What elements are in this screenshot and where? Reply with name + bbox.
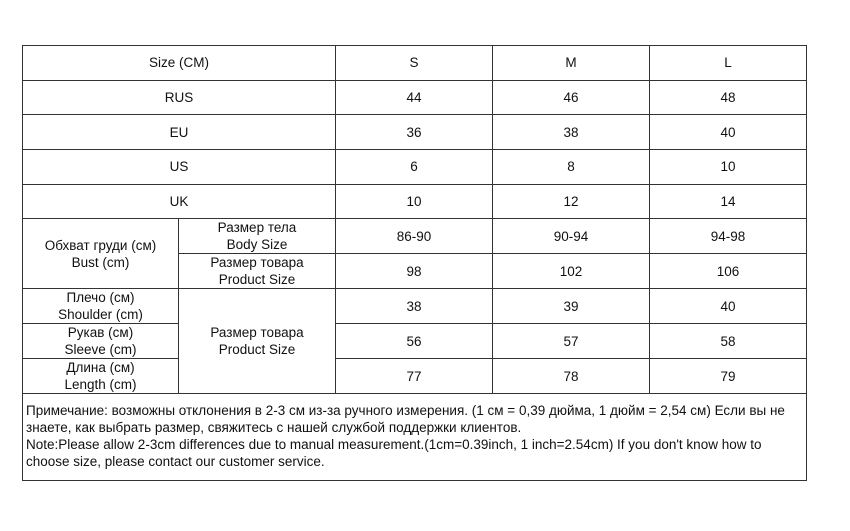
- size-header-l: L: [650, 46, 807, 81]
- note-text-ru: Примечание: возможны отклонения в 2-3 см из-за ручного измерения. (1 см = 0,39 дюйма, 1 дюйм = 2,54 см) Если вы не знаете, как выбрать размер, свяжитесь с нашей службой поддержки клиентов.: [26, 403, 785, 436]
- table-row-us: [23, 150, 807, 185]
- sleeve-label-ru: Рукав (см): [67, 325, 134, 341]
- row-label: RUS: [23, 80, 336, 115]
- cell-value: 44: [336, 80, 493, 115]
- cell-value: 14: [650, 184, 807, 219]
- bust-label: [23, 219, 179, 289]
- note-cell: [23, 394, 807, 481]
- table-row-bust-body: [23, 219, 807, 254]
- product-size-label: [179, 254, 336, 289]
- cell-value: 94-98: [650, 219, 807, 254]
- cell-value: 8: [493, 150, 650, 185]
- table-row-uk: [23, 184, 807, 219]
- length-label-ru: Длина (см): [66, 360, 135, 376]
- cell-value: 39: [493, 289, 650, 324]
- body-size-label: [179, 219, 336, 254]
- cell-value: 106: [650, 254, 807, 289]
- cell-value: 36: [336, 115, 493, 150]
- size-header-label: Size (CM): [23, 46, 336, 81]
- cell-value: 6: [336, 150, 493, 185]
- cell-value: 40: [650, 115, 807, 150]
- note-row: [23, 394, 807, 481]
- shoulder-label-en: Shoulder (cm): [58, 307, 143, 323]
- table-row-shoulder: [23, 289, 807, 324]
- shoulder-label-ru: Плечо (см): [66, 290, 135, 306]
- cell-value: 77: [336, 359, 493, 394]
- body-size-label-en: Body Size: [226, 237, 288, 253]
- cell-value: 78: [493, 359, 650, 394]
- length-label-en: Length (cm): [64, 377, 137, 393]
- body-size-label-ru: Размер тела: [217, 220, 297, 236]
- sleeve-label: [23, 324, 179, 359]
- cell-value: 86-90: [336, 219, 493, 254]
- cell-value: 10: [650, 150, 807, 185]
- size-header-m: M: [493, 46, 650, 81]
- table-row-sleeve: [23, 324, 807, 359]
- row-label: EU: [23, 115, 336, 150]
- table-row-length: [23, 359, 807, 394]
- product-size-group-label-en: Product Size: [218, 342, 296, 358]
- length-label: [23, 359, 179, 394]
- cell-value: 38: [336, 289, 493, 324]
- cell-value: 58: [650, 324, 807, 359]
- table-row-rus: [23, 80, 807, 115]
- cell-value: 90-94: [493, 219, 650, 254]
- cell-value: 79: [650, 359, 807, 394]
- cell-value: 40: [650, 289, 807, 324]
- product-size-label-en: Product Size: [218, 272, 296, 288]
- cell-value: 57: [493, 324, 650, 359]
- product-size-group-label-ru: Размер товара: [210, 325, 304, 341]
- cell-value: 38: [493, 115, 650, 150]
- note-text-en: Note:Please allow 2-3cm differences due to manual measurement.(1cm=0.39inch, 1 inch=2.54cm) If you don't know how to choose size, please contact our customer service.: [26, 437, 762, 470]
- product-size-group-label: [179, 289, 336, 394]
- row-label: US: [23, 150, 336, 185]
- cell-value: 48: [650, 80, 807, 115]
- cell-value: 98: [336, 254, 493, 289]
- cell-value: 102: [493, 254, 650, 289]
- size-chart-table: [22, 45, 807, 481]
- product-size-label-ru: Размер товара: [210, 255, 304, 271]
- cell-value: 10: [336, 184, 493, 219]
- bust-label-en: Bust (cm): [71, 254, 130, 270]
- cell-value: 12: [493, 184, 650, 219]
- bust-label-ru: Обхват груди (см): [44, 237, 157, 253]
- sleeve-label-en: Sleeve (cm): [64, 342, 137, 358]
- header-row: [23, 46, 807, 81]
- cell-value: 46: [493, 80, 650, 115]
- cell-value: 56: [336, 324, 493, 359]
- row-label: UK: [23, 184, 336, 219]
- table-row-eu: [23, 115, 807, 150]
- shoulder-label: [23, 289, 179, 324]
- size-header-s: S: [336, 46, 493, 81]
